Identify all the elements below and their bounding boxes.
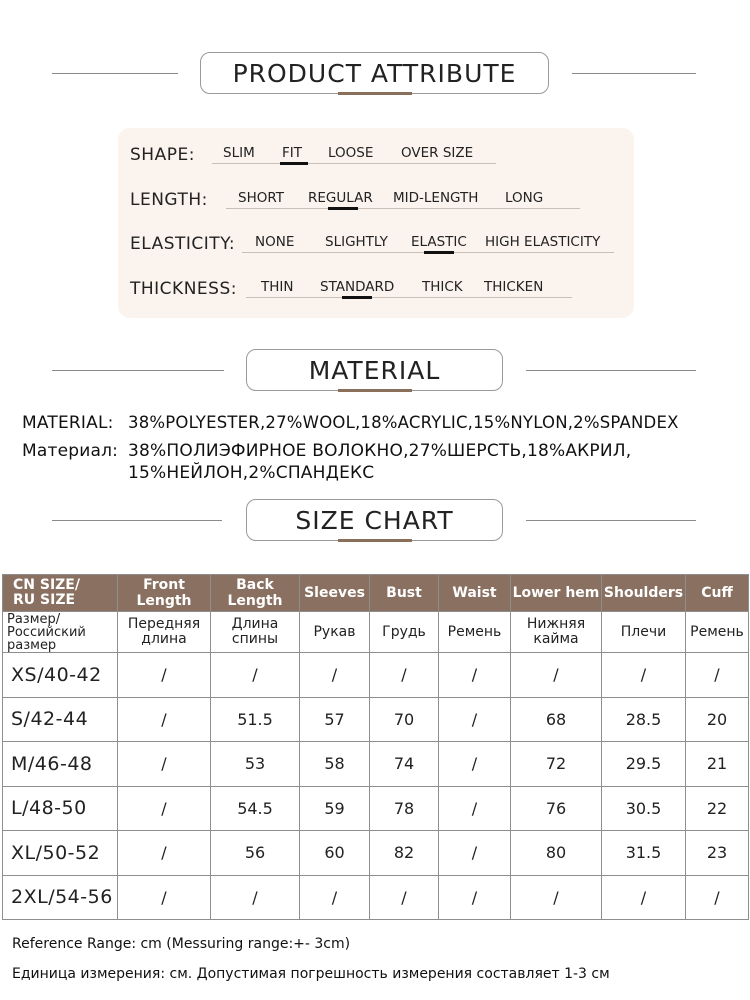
selected-marker (280, 162, 308, 165)
attr-option: THIN (261, 279, 294, 295)
col-header-bust: Bust (370, 575, 439, 612)
size-cell: XS/40-42 (3, 653, 118, 698)
section-title-product-attribute (200, 52, 549, 94)
material-label-en: MATERIAL: (22, 413, 114, 433)
divider-left (52, 73, 178, 74)
material-value-ru-cont: 15%НЕЙЛОН,2%СПАНДЕКС (128, 463, 375, 483)
measurement-cell: / (211, 653, 300, 698)
table-row (3, 875, 749, 920)
measurement-cell: / (511, 875, 602, 920)
table-row (3, 742, 749, 787)
size-cell: XL/50-52 (3, 831, 118, 876)
title-accent-bar (338, 539, 412, 542)
table-header-row-en (3, 575, 749, 612)
attr-option-selected: STANDARD (320, 279, 395, 295)
measurement-cell: / (439, 875, 511, 920)
measurement-cell: 60 (300, 831, 370, 876)
measurement-cell: 59 (300, 786, 370, 831)
col-header-ru: Ремень (686, 612, 749, 653)
material-value-ru: 38%ПОЛИЭФИРНОЕ ВОЛОКНО,27%ШЕРСТЬ,18%АКРИЛ, (128, 441, 632, 461)
section-title-text: PRODUCT ATTRIBUTE (232, 58, 517, 88)
size-cell: L/48-50 (3, 786, 118, 831)
measurement-cell: / (686, 653, 749, 698)
col-header-ru: Плечи (602, 612, 686, 653)
col-header-sleeves: Sleeves (300, 575, 370, 612)
attr-option: NONE (255, 234, 295, 250)
measurement-cell: 82 (370, 831, 439, 876)
reference-range-note-en: Reference Range: cm (Messuring range:+- 3cm) (12, 936, 351, 952)
measurement-cell: 56 (211, 831, 300, 876)
material-value-en: 38%POLYESTER,27%WOOL,18%ACRYLIC,15%NYLON,2%SPANDEX (128, 413, 679, 432)
measurement-cell: 30.5 (602, 786, 686, 831)
measurement-cell: 23 (686, 831, 749, 876)
attr-option: MID-LENGTH (393, 190, 479, 206)
col-header-cuff: Cuff (686, 575, 749, 612)
measurement-cell: / (211, 875, 300, 920)
attr-option: THICK (422, 279, 463, 295)
measurement-cell: 58 (300, 742, 370, 787)
col-header-size: CN SIZE/ RU SIZE (3, 575, 118, 612)
attr-option: HIGH ELASTICITY (485, 234, 601, 250)
size-cell: M/46-48 (3, 742, 118, 787)
measurement-cell: 29.5 (602, 742, 686, 787)
measurement-cell: / (118, 742, 211, 787)
col-header-ru: Передняя длина (118, 612, 211, 653)
size-cell: S/42-44 (3, 697, 118, 742)
selected-marker (328, 207, 358, 210)
col-header-back-length: Back Length (211, 575, 300, 612)
title-accent-bar (338, 389, 412, 392)
selected-marker (342, 296, 372, 299)
attr-label-elasticity: ELASTICITY: (130, 234, 236, 254)
section-title-text: SIZE CHART (295, 505, 454, 535)
col-header-front-length: Front Length (118, 575, 211, 612)
attr-option: THICKEN (484, 279, 544, 295)
attr-row-rule (212, 163, 496, 164)
selected-marker (424, 251, 454, 254)
measurement-cell: 72 (511, 742, 602, 787)
attr-row-rule (226, 208, 580, 209)
attr-option-selected: FIT (282, 145, 302, 161)
divider-right (526, 520, 696, 521)
attr-option-selected: REGULAR (308, 190, 373, 206)
attr-option-selected: ELASTIC (411, 234, 467, 250)
measurement-cell: 57 (300, 697, 370, 742)
measurement-cell: 20 (686, 697, 749, 742)
col-header-shoulders: Shoulders (602, 575, 686, 612)
measurement-cell: 28.5 (602, 697, 686, 742)
table-row (3, 831, 749, 876)
attr-label-length: LENGTH: (130, 190, 208, 210)
attr-label-shape: SHAPE: (130, 145, 195, 165)
col-header-ru: Нижняя кайма (511, 612, 602, 653)
measurement-cell: / (439, 653, 511, 698)
material-label-ru: Материал: (22, 441, 119, 461)
measurement-cell: / (602, 875, 686, 920)
measurement-cell: / (511, 653, 602, 698)
measurement-cell: / (300, 653, 370, 698)
section-title-material (246, 349, 503, 391)
measurement-cell: 21 (686, 742, 749, 787)
attr-option: OVER SIZE (401, 145, 474, 161)
col-header-ru: Ремень (439, 612, 511, 653)
measurement-cell: 31.5 (602, 831, 686, 876)
divider-right (572, 73, 696, 74)
measurement-cell: / (439, 786, 511, 831)
measurement-cell: 80 (511, 831, 602, 876)
size-cell: 2XL/54-56 (3, 875, 118, 920)
col-header-ru: Рукав (300, 612, 370, 653)
measurement-cell: / (602, 653, 686, 698)
col-header-ru: Размер/ Российский размер (3, 612, 118, 653)
measurement-cell: 70 (370, 697, 439, 742)
measurement-cell: 54.5 (211, 786, 300, 831)
attr-option: LONG (505, 190, 544, 206)
attr-option: SHORT (238, 190, 284, 206)
measurement-cell: 74 (370, 742, 439, 787)
attr-row-rule (246, 297, 572, 298)
measurement-cell: / (686, 875, 749, 920)
measurement-cell: 53 (211, 742, 300, 787)
table-row (3, 697, 749, 742)
col-header-ru: Грудь (370, 612, 439, 653)
table-header-row-ru (3, 612, 749, 653)
measurement-cell: / (439, 831, 511, 876)
title-accent-bar (338, 92, 412, 95)
measurement-cell: / (118, 697, 211, 742)
attr-option: SLIM (223, 145, 255, 161)
measurement-cell: / (370, 875, 439, 920)
measurement-cell: / (300, 875, 370, 920)
table-row (3, 653, 749, 698)
attr-option: SLIGHTLY (325, 234, 388, 250)
measurement-cell: / (118, 875, 211, 920)
section-title-size-chart (246, 499, 503, 541)
attr-label-thickness: THICKNESS: (130, 279, 237, 299)
measurement-cell: / (439, 697, 511, 742)
divider-left (52, 370, 224, 371)
col-header-ru: Длина спины (211, 612, 300, 653)
measurement-cell: 22 (686, 786, 749, 831)
measurement-cell: / (118, 653, 211, 698)
table-row (3, 786, 749, 831)
measurement-cell: 76 (511, 786, 602, 831)
size-chart-table (2, 574, 749, 920)
divider-right (526, 370, 696, 371)
reference-range-note-ru: Единица измерения: см. Допустимая погрешность измерения составляет 1-3 см (12, 966, 610, 982)
measurement-cell: 68 (511, 697, 602, 742)
measurement-cell: / (118, 786, 211, 831)
section-title-text: MATERIAL (308, 355, 441, 385)
divider-left (52, 520, 222, 521)
measurement-cell: / (370, 653, 439, 698)
measurement-cell: 78 (370, 786, 439, 831)
measurement-cell: / (118, 831, 211, 876)
measurement-cell: 51.5 (211, 697, 300, 742)
col-header-lower-hem: Lower hem (511, 575, 602, 612)
measurement-cell: / (439, 742, 511, 787)
attr-option: LOOSE (328, 145, 374, 161)
col-header-waist: Waist (439, 575, 511, 612)
